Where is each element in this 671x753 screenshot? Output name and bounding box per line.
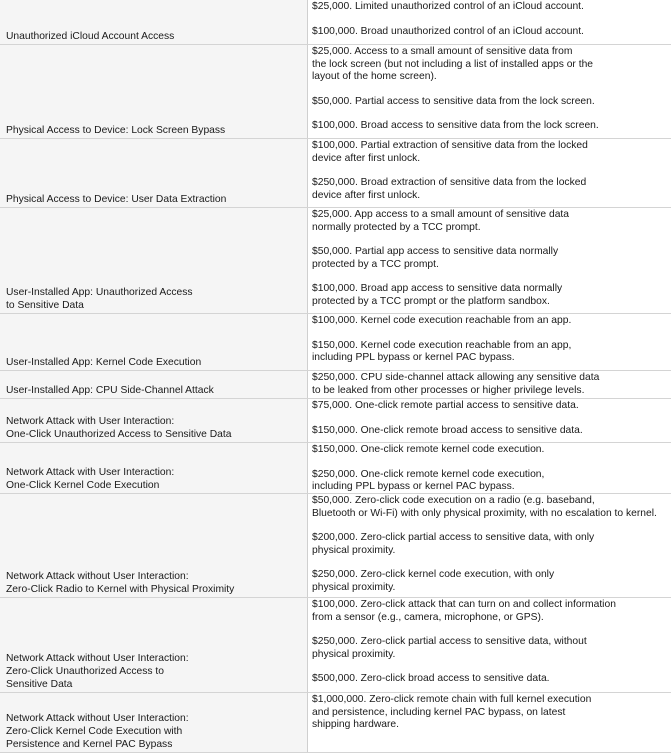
category-cell	[0, 139, 308, 207]
payout-entry	[312, 469, 667, 494]
payout-text: $250,000. Zero-click partial access to sensitive data, without	[312, 636, 587, 647]
payout-text: $75,000. One-click remote partial access to sensitive data.	[312, 400, 579, 411]
category-text: Sensitive Data	[6, 679, 73, 690]
payout-text: $25,000. Access to a small amount of sensitive data from	[312, 46, 573, 57]
payout-text: protected by a TCC prompt or the platform sandbox.	[312, 295, 550, 307]
payout-cell	[308, 45, 671, 138]
payout-text: $25,000. Limited unauthorized control of an iCloud account.	[312, 1, 584, 12]
category-cell	[0, 494, 308, 597]
payout-text: physical proximity.	[312, 648, 396, 660]
payout-text: $50,000. Partial access to sensitive data from the lock screen.	[312, 95, 595, 107]
table-row	[0, 0, 671, 45]
payout-entry	[312, 372, 667, 397]
payout-entry	[312, 495, 667, 520]
payout-entry	[312, 444, 667, 457]
payout-entry	[312, 140, 667, 165]
payout-text: the lock screen (but not including a list of installed apps or the	[312, 58, 594, 70]
payout-cell	[308, 314, 671, 370]
category-text: Persistence and Kernel PAC Bypass	[6, 739, 173, 750]
payout-text: physical proximity.	[312, 544, 396, 556]
table-row	[0, 693, 671, 753]
category-cell	[0, 371, 308, 398]
payout-text: $25,000. App access to a small amount of sensitive data	[312, 209, 570, 220]
payout-text: $150,000. One-click remote kernel code execution.	[312, 444, 545, 455]
payout-text: $250,000. Broad extraction of sensitive data from the locked	[312, 177, 587, 188]
payout-entry	[312, 636, 667, 661]
payout-entry	[312, 177, 667, 202]
category-text: to Sensitive Data	[6, 300, 84, 311]
payout-entry	[312, 532, 667, 557]
category-text: User-Installed App: Unauthorized Access	[6, 287, 193, 298]
table-row	[0, 208, 671, 314]
payout-text: including PPL bypass or kernel PAC bypass.	[312, 352, 515, 363]
payout-text: physical proximity.	[312, 581, 396, 593]
payout-text: $100,000. Kernel code execution reachable from an app.	[312, 315, 572, 326]
category-text: Zero-Click Unauthorized Access to	[6, 666, 164, 677]
table-row	[0, 399, 671, 443]
payout-cell	[308, 399, 671, 442]
category-cell	[0, 45, 308, 138]
payout-text: device after first unlock.	[312, 152, 421, 164]
table-row	[0, 494, 671, 598]
payout-text: $100,000. Broad unauthorized control of an iCloud account.	[312, 25, 584, 37]
payout-text: layout of the home screen).	[312, 71, 437, 82]
payout-cell	[308, 693, 671, 752]
payout-text: $250,000. One-click remote kernel code execution,	[312, 468, 545, 480]
payout-text: $250,000. CPU side-channel attack allowing any sensitive data	[312, 372, 600, 383]
payout-entry	[312, 599, 667, 624]
category-text: User-Installed App: Kernel Code Execution	[6, 357, 202, 368]
payout-text: $50,000. Zero-click code execution on a radio (e.g. baseband,	[312, 495, 595, 506]
category-text: Physical Access to Device: Lock Screen Bypass	[6, 125, 226, 136]
payout-entry	[312, 694, 667, 732]
payout-text: $100,000. Broad access to sensitive data from the lock screen.	[312, 120, 599, 131]
category-text: Network Attack without User Interaction:	[6, 713, 189, 724]
table-row	[0, 598, 671, 693]
payout-text: $250,000. Zero-click kernel code execution, with only	[312, 569, 555, 580]
category-text: Unauthorized iCloud Account Access	[6, 31, 175, 42]
payout-entry	[312, 26, 667, 39]
payout-text: $100,000. Partial extraction of sensitive data from the locked	[312, 140, 588, 151]
category-text: Network Attack with User Interaction:	[6, 416, 175, 427]
payout-text: device after first unlock.	[312, 189, 421, 201]
payout-entry	[312, 425, 667, 438]
payout-text: $150,000. One-click remote broad access to sensitive data.	[312, 424, 583, 436]
payout-entry	[312, 120, 667, 133]
payout-text: $100,000. Zero-click attack that can turn on and collect information	[312, 599, 616, 610]
payout-cell	[308, 598, 671, 692]
payout-entry	[312, 340, 667, 365]
category-text: Zero-Click Radio to Kernel with Physical Proximity	[6, 584, 235, 595]
payout-entry	[312, 1, 667, 14]
payout-text: to be leaked from other processes or higher privilege levels.	[312, 384, 585, 396]
payout-text: including PPL bypass or kernel PAC bypass.	[312, 481, 515, 492]
payout-entry	[312, 673, 667, 686]
payout-text: $1,000,000. Zero-click remote chain with full kernel execution	[312, 694, 592, 705]
payout-cell	[308, 443, 671, 493]
category-text: User-Installed App: CPU Side-Channel Attack	[6, 385, 214, 396]
payout-text: Bluetooth or Wi-Fi) with only physical proximity, with no escalation to kernel.	[312, 507, 657, 519]
payout-entry	[312, 209, 667, 234]
category-cell	[0, 208, 308, 313]
payout-entry	[312, 569, 667, 594]
category-cell	[0, 598, 308, 692]
category-text: Network Attack without User Interaction:	[6, 653, 189, 664]
payout-cell	[308, 139, 671, 207]
payout-cell	[308, 494, 671, 597]
category-cell	[0, 314, 308, 370]
category-cell	[0, 693, 308, 752]
payout-text: protected by a TCC prompt.	[312, 258, 439, 270]
payout-entry	[312, 96, 667, 109]
payout-entry	[312, 315, 667, 328]
payout-text: $50,000. Partial app access to sensitive data normally	[312, 246, 559, 257]
payout-cell	[308, 208, 671, 313]
payout-text: $100,000. Broad app access to sensitive data normally	[312, 283, 563, 294]
payout-text: normally protected by a TCC prompt.	[312, 221, 481, 233]
payout-entry	[312, 283, 667, 308]
payout-text: $500,000. Zero-click broad access to sensitive data.	[312, 673, 550, 684]
payout-cell	[308, 371, 671, 398]
category-text: One-Click Kernel Code Execution	[6, 480, 160, 491]
table-row	[0, 443, 671, 494]
payout-cell	[308, 0, 671, 44]
payout-text: from a sensor (e.g., camera, microphone, or GPS).	[312, 611, 544, 623]
payout-text: and persistence, including kernel PAC bypass, on latest	[312, 706, 566, 718]
category-text: Zero-Click Kernel Code Execution with	[6, 726, 183, 737]
category-cell	[0, 399, 308, 442]
table-row	[0, 45, 671, 139]
table-row	[0, 139, 671, 208]
category-cell	[0, 443, 308, 493]
table-row	[0, 371, 671, 399]
payout-text: $150,000. Kernel code execution reachable from an app,	[312, 339, 572, 351]
payout-text: shipping hardware.	[312, 719, 400, 730]
category-text: Physical Access to Device: User Data Extraction	[6, 194, 227, 205]
payout-text: $200,000. Zero-click partial access to sensitive data, with only	[312, 532, 595, 543]
category-text: Network Attack with User Interaction:	[6, 467, 175, 478]
table-row	[0, 314, 671, 371]
category-text: Network Attack without User Interaction:	[6, 571, 189, 582]
payout-entry	[312, 400, 667, 413]
payout-entry	[312, 46, 667, 84]
payout-entry	[312, 246, 667, 271]
category-cell	[0, 0, 308, 44]
category-text: One-Click Unauthorized Access to Sensitive Data	[6, 429, 232, 440]
